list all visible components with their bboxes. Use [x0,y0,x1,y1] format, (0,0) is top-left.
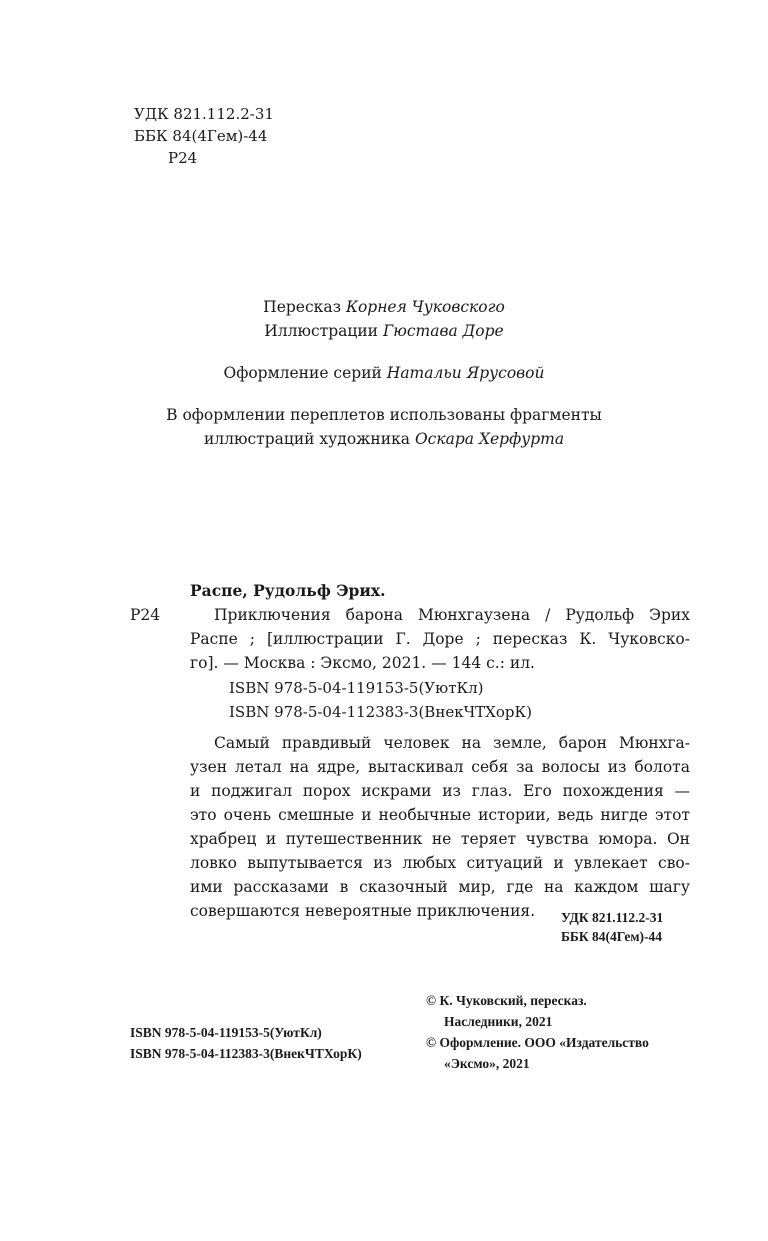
bbk-code: ББК 84(4Гем)-44 [561,929,662,944]
isbn-line: ISBN 978-5-04-119153-5(УютКл) [130,1025,322,1040]
bindings-credit-line1: В оформлении переплетов использованы фрагменты [166,406,602,424]
annotation-line: и поджигал порох искрами из глаз. Его похождения — [190,782,690,800]
copyright-line: «Эксмо», 2021 [444,1056,530,1071]
series-design-credit [0,361,768,385]
bindings-prefix: иллюстраций художника [203,430,411,448]
classification-codes [134,103,274,169]
annotation-line: совершаются невероятные приключения. [190,902,536,920]
isbn-line: ISBN 978-5-04-112383-3(ВнекЧТХорК) [130,1046,362,1061]
bib-isbn-block [229,676,532,724]
series-name: Натальи Ярусовой [386,364,545,382]
isbn-line: ISBN 978-5-04-119153-5(УютКл) [229,679,484,697]
bib-description [190,603,690,675]
description-line: го]. — Москва : Эксмо, 2021. — 144 с.: ил. [190,654,535,672]
annotation-line: ловко выпутывается из любых ситуаций и увлекает сво- [190,854,690,872]
annotation-line: ими рассказами в сказочный мир, где на каждом шагу [190,878,690,896]
annotation [190,731,690,923]
series-prefix: Оформление серий [223,364,382,382]
copyright-line: © К. Чуковский, пересказ. [426,993,587,1008]
illustrations-credit [0,319,768,343]
description-line: Распе ; [иллюстрации Г. Доре ; пересказ К. Чуковско- [190,630,690,648]
retelling-credit [0,295,768,319]
annotation-line: Самый правдивый человек на земле, барон Мюнхга- [214,734,690,752]
illustrations-name: Гюстава Доре [382,322,504,340]
udk-code: УДК 821.112.2-31 [561,910,664,925]
retelling-name: Корнея Чуковского [345,298,505,316]
author-heading: Распе, Рудольф Эрих. [190,581,386,600]
annotation-line: храбрец и путешественник не теряет чувства юмора. Он [190,830,690,848]
copyright-line: © Оформление. ООО «Издательство [426,1035,649,1050]
retelling-prefix: Пересказ [263,298,342,316]
isbn-line: ISBN 978-5-04-112383-3(ВнекЧТХорК) [229,703,532,721]
annotation-line: узен летал на ядре, вытаскивал себя за волосы из болота [190,758,690,776]
author-mark: Р24 [168,149,198,167]
description-line: Приключения барона Мюнхгаузена / Рудольф Эрих [214,606,690,624]
annotation-line: это очень смешные и необычные истории, ведь нигде этот [190,806,690,824]
copyright-line: Наследники, 2021 [444,1014,553,1029]
bindings-name: Оскара Херфурта [414,430,565,448]
bib-classification [561,908,663,946]
udk-code: УДК 821.112.2-31 [134,105,274,123]
bib-code: Р24 [130,606,161,624]
copyright-block [426,990,649,1074]
bbk-code: ББК 84(4Гем)-44 [134,127,268,145]
illustrations-prefix: Иллюстрации [264,322,379,340]
footer-isbn-block [130,1022,362,1064]
bindings-credit-line2 [0,427,768,451]
